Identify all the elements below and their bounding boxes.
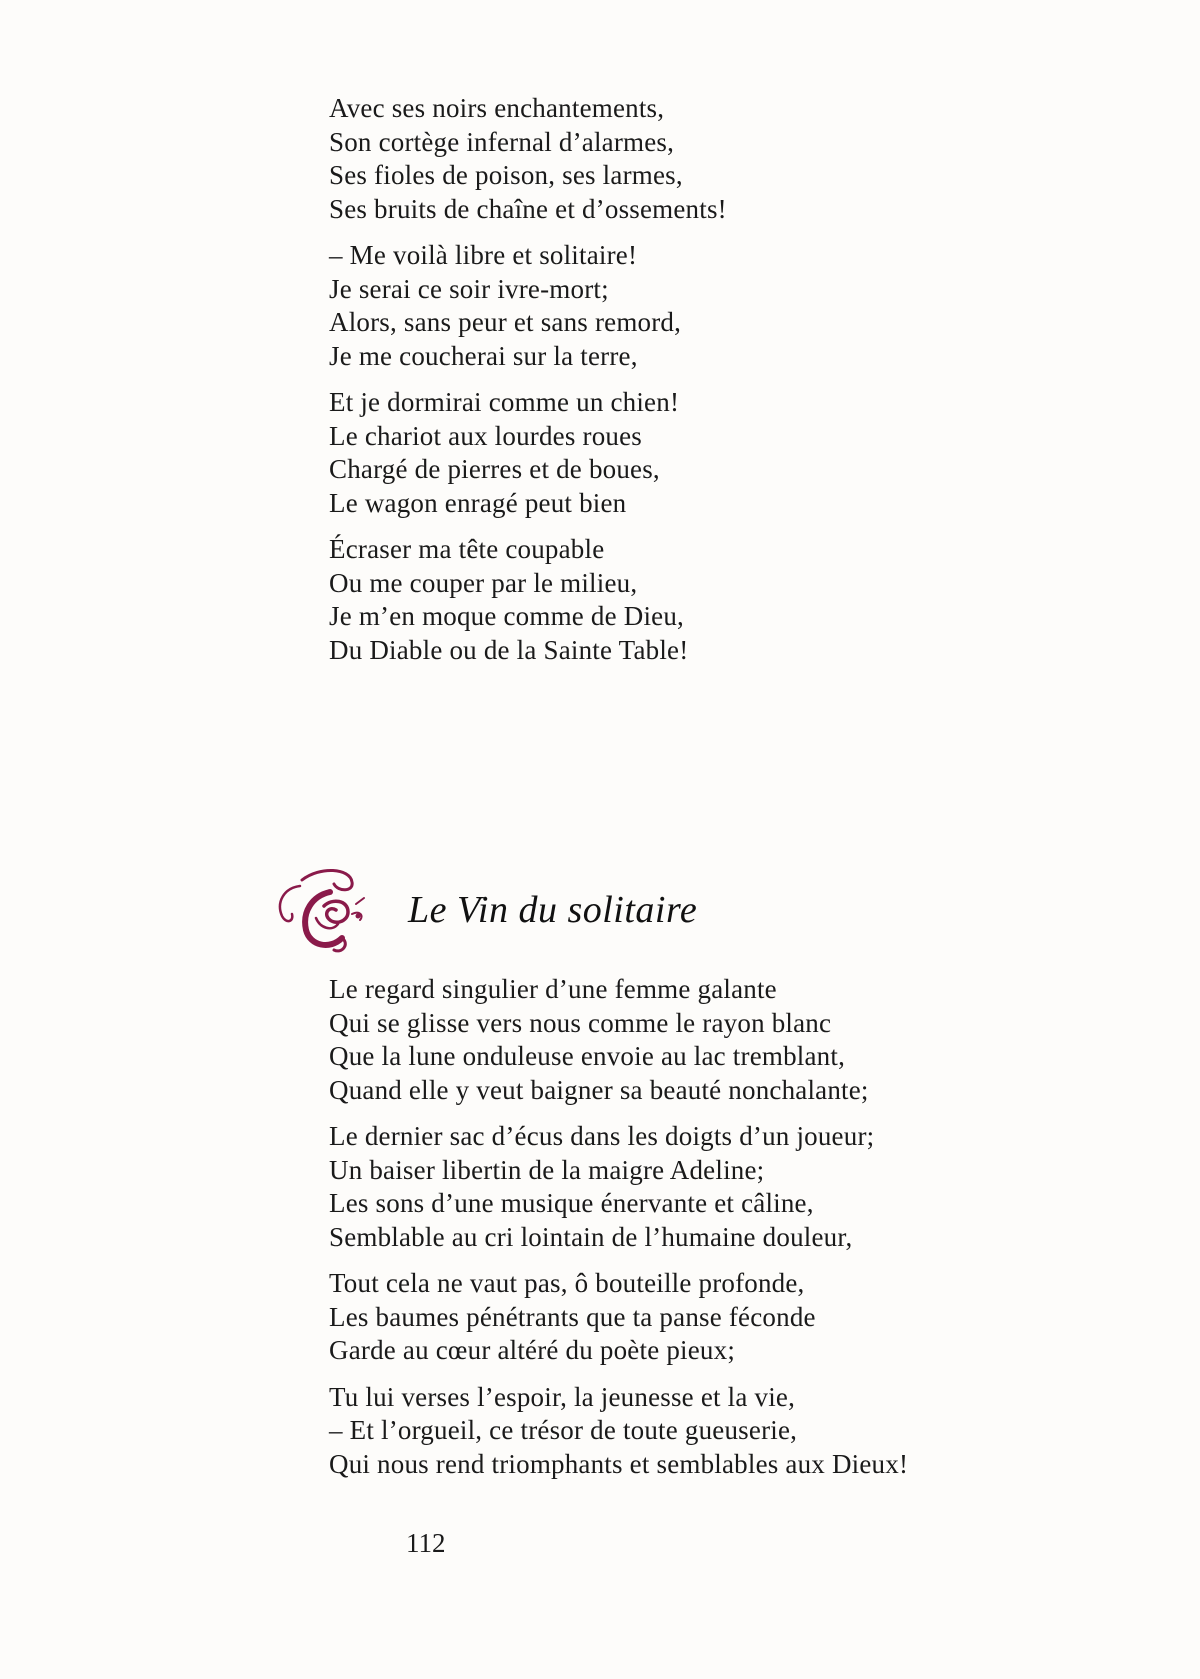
verse-line: Je me coucherai sur la terre, (329, 340, 638, 371)
ornamental-initial-icon (272, 858, 382, 958)
verse-line: Chargé de pierres et de boues, (329, 454, 660, 484)
verse-line: Semblable au cri lointain de l’humaine douleur, (329, 1221, 853, 1252)
verse-line: Du Diable ou de la Sainte Table! (329, 634, 689, 665)
verse-line: Le dernier sac d’écus dans les doigts d’un joueur; (329, 1121, 875, 1151)
verse-line: Qui nous rend triomphants et semblables aux Dieux! (329, 1448, 909, 1479)
verse-line: Garde au cœur altéré du poète pieux; (329, 1335, 736, 1365)
verse-line: Un baiser libertin de la maigre Adeline; (329, 1154, 765, 1185)
poem-body (329, 973, 908, 1494)
verse-line: Les baumes pénétrants que ta panse féconde (329, 1301, 816, 1332)
verse-line: Son cortège infernal d’alarmes, (329, 126, 675, 157)
verse-line: Je m’en moque comme de Dieu, (329, 601, 684, 631)
stanza (329, 239, 727, 373)
verse-line: Quand elle y veut baigner sa beauté nonchalante; (329, 1074, 869, 1105)
verse-line: – Et l’orgueil, ce trésor de toute gueuserie, (329, 1415, 798, 1445)
verse-line: – Me voilà libre et solitaire! (329, 240, 638, 270)
stanza (329, 92, 727, 226)
poem-continuation (329, 92, 727, 680)
verse-line: Et je dormirai comme un chien! (329, 387, 680, 417)
stanza (329, 533, 727, 667)
stanza (329, 1381, 908, 1482)
verse-line: Ses fioles de poison, ses larmes, (329, 160, 683, 190)
verse-line: Le regard singulier d’une femme galante (329, 974, 777, 1004)
verse-line: Qui se glisse vers nous comme le rayon blanc (329, 1007, 832, 1038)
verse-line: Tu lui verses l’espoir, la jeunesse et la vie, (329, 1381, 796, 1412)
poem-heading (272, 858, 872, 958)
verse-line: Alors, sans peur et sans remord, (329, 307, 682, 337)
stanza (329, 1267, 908, 1368)
verse-line: Ses bruits de chaîne et d’ossements! (329, 193, 727, 224)
verse-line: Ou me couper par le milieu, (329, 567, 638, 598)
verse-line: Je serai ce soir ivre-mort; (329, 273, 609, 304)
poem-title: Le Vin du solitaire (408, 889, 698, 931)
page-number: 112 (406, 1528, 446, 1558)
verse-line: Avec ses noirs enchantements, (329, 93, 665, 123)
stanza (329, 386, 727, 520)
verse-line: Que la lune onduleuse envoie au lac tremblant, (329, 1041, 846, 1071)
verse-line: Tout cela ne vaut pas, ô bouteille profonde, (329, 1268, 805, 1298)
verse-line: Le chariot aux lourdes roues (329, 420, 642, 451)
verse-line: Écraser ma tête coupable (329, 534, 605, 564)
verse-line: Le wagon enragé peut bien (329, 487, 627, 518)
verse-line: Les sons d’une musique énervante et câline, (329, 1188, 814, 1218)
stanza (329, 1120, 908, 1254)
stanza (329, 973, 908, 1107)
